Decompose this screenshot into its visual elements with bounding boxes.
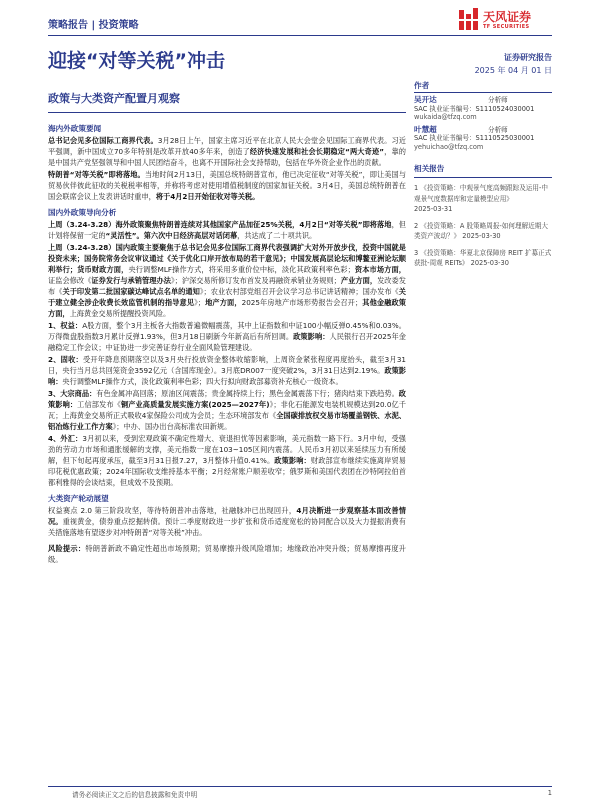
paragraph: 上周（3.24-3.28）国内政策主要聚焦于总书记会见多位国际工商界代表强调扩大对外开放步伐，投资中国就是投资未来；国务院常务会议审议通过《关于优化口岸开放布局的若干意见》；中国发展高层论坛和博鳌亚洲论坛顺利举行；货币财政方面，央行调整MLF操作方式，将采用多重价位中标，淡化其政策利率色彩；资本市场方面，证监会修改《证券发行与承销管理办法》；沪深交易所修订发布首发及再融资承销业务规则；产业方面，发改委发布《关于印发第二批国家碳达峰试点名单的通知》；农业农村部党组召开会议学习总书记讲话精神；国办发布《关于建立健全涉企收费长效监管机制的指导意见》；地产方面，2025年房地产市场形势报告会召开；其他金融政策方面，上海黄金交易所提醒投资风险。 [48,243,406,318]
analyst-name: 吴开达 [414,95,437,104]
paragraph: 权益赛点 2.0 第三阶段攻坚，等待特朗普冲击落地，社融脉冲已出现回升，4月决断进一步观察基本面改善情况。重视黄金，债券重点挖掘转债。预计二季度财政进一步扩张和货币适度宽松的协同配合以及大力提振消费有关措施落地有望逐步对冲特朗普“对等关税”冲击。 [48,506,406,537]
paragraph-fx: 4、外汇：3月初以来，受到宏观政策不确定性增大、衰退担忧等因素影响，美元指数一路下行。3月中旬，受强劲的劳动力市场和通胀缓解的支撑，美元指数一度在103~105区间内震荡。人民币3月初以来延续压力有所缓解，但下旬起再度承压，截至3月31日报7.27，3月整体升值0.41%。政策影响：财政部宣布继续实施离岸贸易印花税优惠政策；2024年国际收支维持基本平衡；2月经常账户顺差收窄；俄罗斯和美国代表团在沙特阿拉伯首都利雅得的会谈结束，但成效不及预期。 [48,434,406,487]
title-divider [48,112,406,113]
paragraph: 上周（3.24-3.28）海外政策聚焦特朗普连续对其他国家产品加征25%关税，4月2日“对等关税”即将落地，但计划将保留一定的“灵活性”。第六次中日经济高层对话闭幕，共达成了二十项共识。 [48,220,406,240]
section-title-rotation-outlook: 大类资产轮动展望 [48,494,109,503]
disclaimer-note: 请务必阅读正文之后的信息披露和免责申明 [72,791,198,799]
footer-divider [48,786,552,787]
analyst-name: 叶慧超 [414,124,437,134]
paragraph-fixed-income: 2、固收：受开年降息预期落空以及3月央行投放资金整体收缩影响，上周资金紧张程度再度抬头，截至3月31日，央行当月总共回笼资金3592亿元（含国库现金）。3月底DR007一度突破2%，3月31日达到2.19%。政策影响：央行调整MLF操作方式，淡化政策利率色彩；四大行拟向财政部募资补充核心一级资本。 [48,355,406,386]
authors-title: 作者 [414,81,430,90]
related-report-link[interactable]: 1 《投资策略：中观景气度高频跟踪及运用-中观景气度数据库和定量模型应用》 2025-03-31 [414,184,548,213]
analyst-cert: SAC 执业证书编号：S1110525030001 [414,134,535,142]
analyst-email[interactable]: wukaida@tfzq.com [414,113,477,121]
paragraph: 特朗普“对等关税”即将落地。当地时间2月13日，美国总统特朗普宣布，他已决定征收“对等关税”，即让美国与贸易伙伴彼此征收的关税税率相等，并称将考虑对使用增值税制度的国家加征关税。3月4日，美国总统特朗普在国会联席会议上发表讲话时重申，将于4月2日开始征收对等关税。 [48,170,407,201]
section-title-policy-analysis: 国内外政策导向分析 [48,208,117,217]
paragraph: 总书记会见多位国际工商界代表。3月28日上午，国家主席习近平在北京人民大会堂会见国际工商界代表。习近平强调，新中国成立70多年特别是改革开放40多年来，创造了经济快速发展和社会长期稳定“两大奇迹”，靠的是中国共产党坚强领导和中国人民团结奋斗，也离不开国际社会支持帮助，包括在华外资企业作出的贡献。 [48,136,406,167]
related-report-link[interactable]: 3 《投资策略：华夏北京保障房 REIT 扩募正式获批-周观 REITs》 2025-03-30 [414,248,552,267]
analyst-card [414,126,552,152]
report-title: 迎接“对等关税”冲击 [48,50,225,72]
analyst-role: 分析师 [488,125,508,134]
report-body [48,118,406,565]
paragraph-commodities: 3、大宗商品：有色金属冲高回落；原油区间震荡；贵金属持续上行；黑色金属震荡下行；猪肉结束下跌趋势。政策影响：工信部发布《铜产业高质量发展实施方案(2025—2027年)》；非化石能源发电装机规模达到20.0亿千瓦；上海黄金交易所正式吸收4家保险公司成为会员；生态环境部发布《全国碳排放权交易市场覆盖钢铁、水泥、铝冶炼行业工作方案》；中办、国办出台高标准农田新规。 [48,389,406,431]
section-title-policy-news: 海内外政策要闻 [48,124,102,133]
page-number: 1 [547,789,552,797]
related-reports-title: 相关报告 [414,163,552,178]
analyst-cert: SAC 执业证书编号：S1110524030001 [414,104,535,113]
related-report-link[interactable]: 2 《投资策略：A 股策略周报-如何理解近期大类资产波动？》 2025-03-30 [414,221,548,240]
paragraph-equity: 1、权益：A股方面，整个3月主板各大指数普遍微幅震荡，其中上证指数和中证100小幅反弹0.45%和0.03%。万得微盘股指数3月累计反弹1.93%，但3月18日刷新今年新高后有所回调。政策影响：人民银行召开2025年金融稳定工作会议；中证协进一步完善证券行业全面风险管理建设。 [48,321,406,352]
report-type: 证券研究报告 [504,53,552,62]
logo-name-en: TF SECURITIES [483,24,530,30]
sidebar [414,80,552,275]
report-date: 2025 年 04 月 01 日 [474,66,552,75]
analyst-email[interactable]: yehuichao@tfzq.com [414,142,484,151]
analyst-card [414,96,552,122]
analyst-role: 分析师 [488,96,508,104]
related-reports-list [414,183,552,269]
tf-securities-logo [458,6,552,34]
logo-mark-icon [458,8,480,32]
report-header [48,12,552,36]
logo-name-cn: 天风证券 [483,10,532,24]
risk-warning: 风险提示：特朗普新政不确定性超出市场预期；贸易摩擦升级风险增加；地缘政治冲突升级；贸易摩擦再度升级。 [48,544,406,564]
report-category: 策略报告 | 投资策略 [48,20,139,31]
report-subtitle: 政策与大类资产配置月观察 [48,92,180,105]
